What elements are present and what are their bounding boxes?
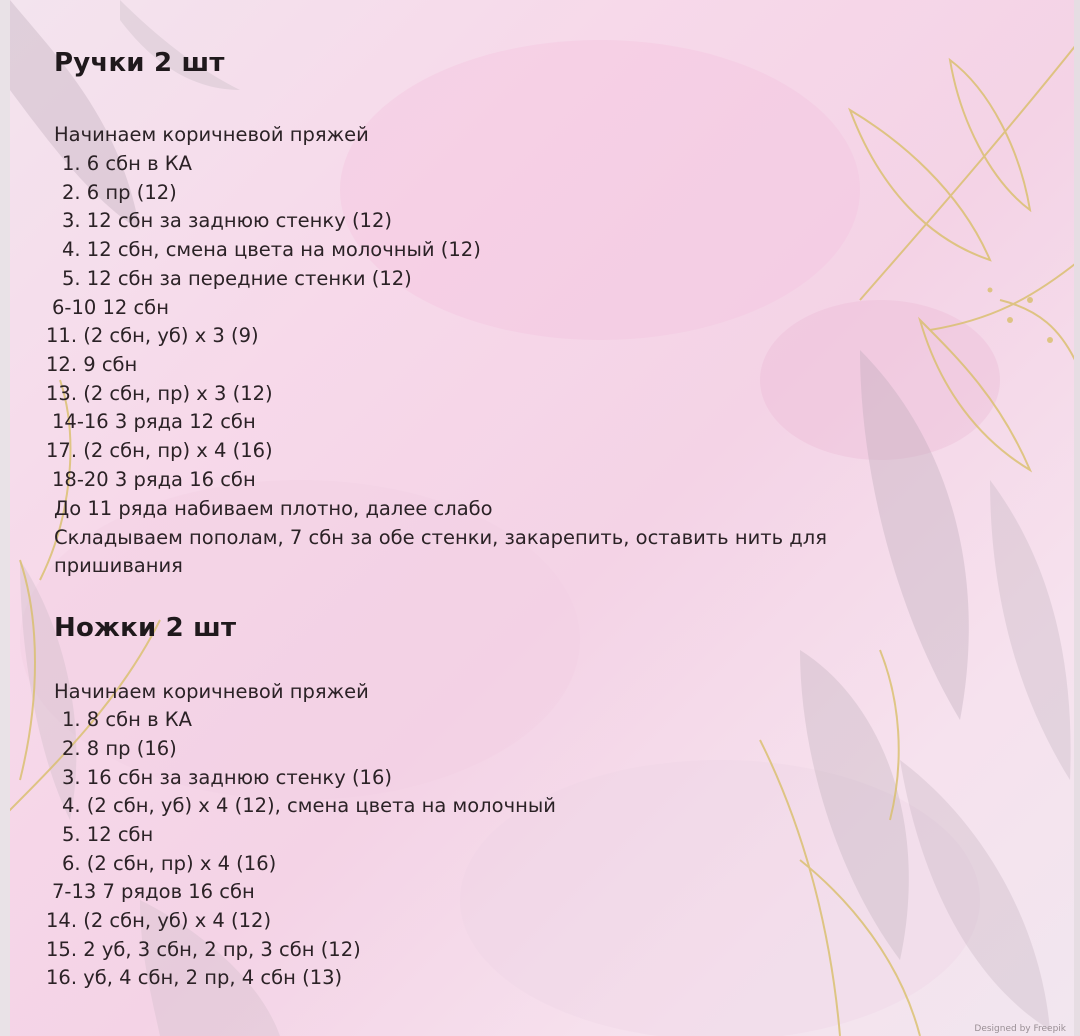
instruction-line: 13. (2 сбн, пр) х 3 (12): [46, 382, 273, 405]
instruction-line: 3. 16 сбн за заднюю стенку (16): [62, 766, 392, 789]
instruction-line: 11. (2 сбн, уб) х 3 (9): [46, 324, 259, 347]
instruction-line: 1. 8 сбн в КА: [62, 708, 192, 731]
instruction-line: 5. 12 сбн: [62, 823, 154, 846]
instruction-line: Начинаем коричневой пряжей: [54, 123, 369, 146]
instruction-line: 14. (2 сбн, уб) х 4 (12): [46, 909, 272, 932]
instruction-line: 7-13 7 рядов 16 сбн: [52, 880, 255, 903]
instruction-line: 12. 9 сбн: [46, 353, 138, 376]
instruction-line: пришивания: [54, 554, 183, 577]
instruction-line: 4. 12 сбн, смена цвета на молочный (12): [62, 238, 481, 261]
section-title-arms: Ручки 2 шт: [54, 48, 225, 78]
instruction-line: 2. 8 пр (16): [62, 737, 177, 760]
instruction-line: Начинаем коричневой пряжей: [54, 680, 369, 703]
instruction-line: 3. 12 сбн за заднюю стенку (12): [62, 209, 392, 232]
instruction-line: 18-20 3 ряда 16 сбн: [52, 468, 256, 491]
instruction-line: До 11 ряда набиваем плотно, далее слабо: [54, 497, 493, 520]
instruction-line: 4. (2 сбн, уб) х 4 (12), смена цвета на молочный: [62, 794, 556, 817]
instruction-line: 5. 12 сбн за передние стенки (12): [62, 267, 412, 290]
instruction-line: 14-16 3 ряда 12 сбн: [52, 410, 256, 433]
instruction-line: 17. (2 сбн, пр) х 4 (16): [46, 439, 273, 462]
instruction-line: 15. 2 уб, 3 сбн, 2 пр, 3 сбн (12): [46, 938, 361, 961]
instruction-line: 16. уб, 4 сбн, 2 пр, 4 сбн (13): [46, 966, 343, 989]
watermark: Designed by Freepik: [974, 1024, 1066, 1034]
section-title-legs: Ножки 2 шт: [54, 613, 237, 643]
instruction-line: Складываем пополам, 7 сбн за обе стенки, закарепить, оставить нить для: [54, 526, 827, 549]
instruction-line: 2. 6 пр (12): [62, 181, 177, 204]
instruction-line: 6. (2 сбн, пр) х 4 (16): [62, 852, 277, 875]
instruction-line: 1. 6 сбн в КА: [62, 152, 192, 175]
instruction-line: 6-10 12 сбн: [52, 296, 169, 319]
